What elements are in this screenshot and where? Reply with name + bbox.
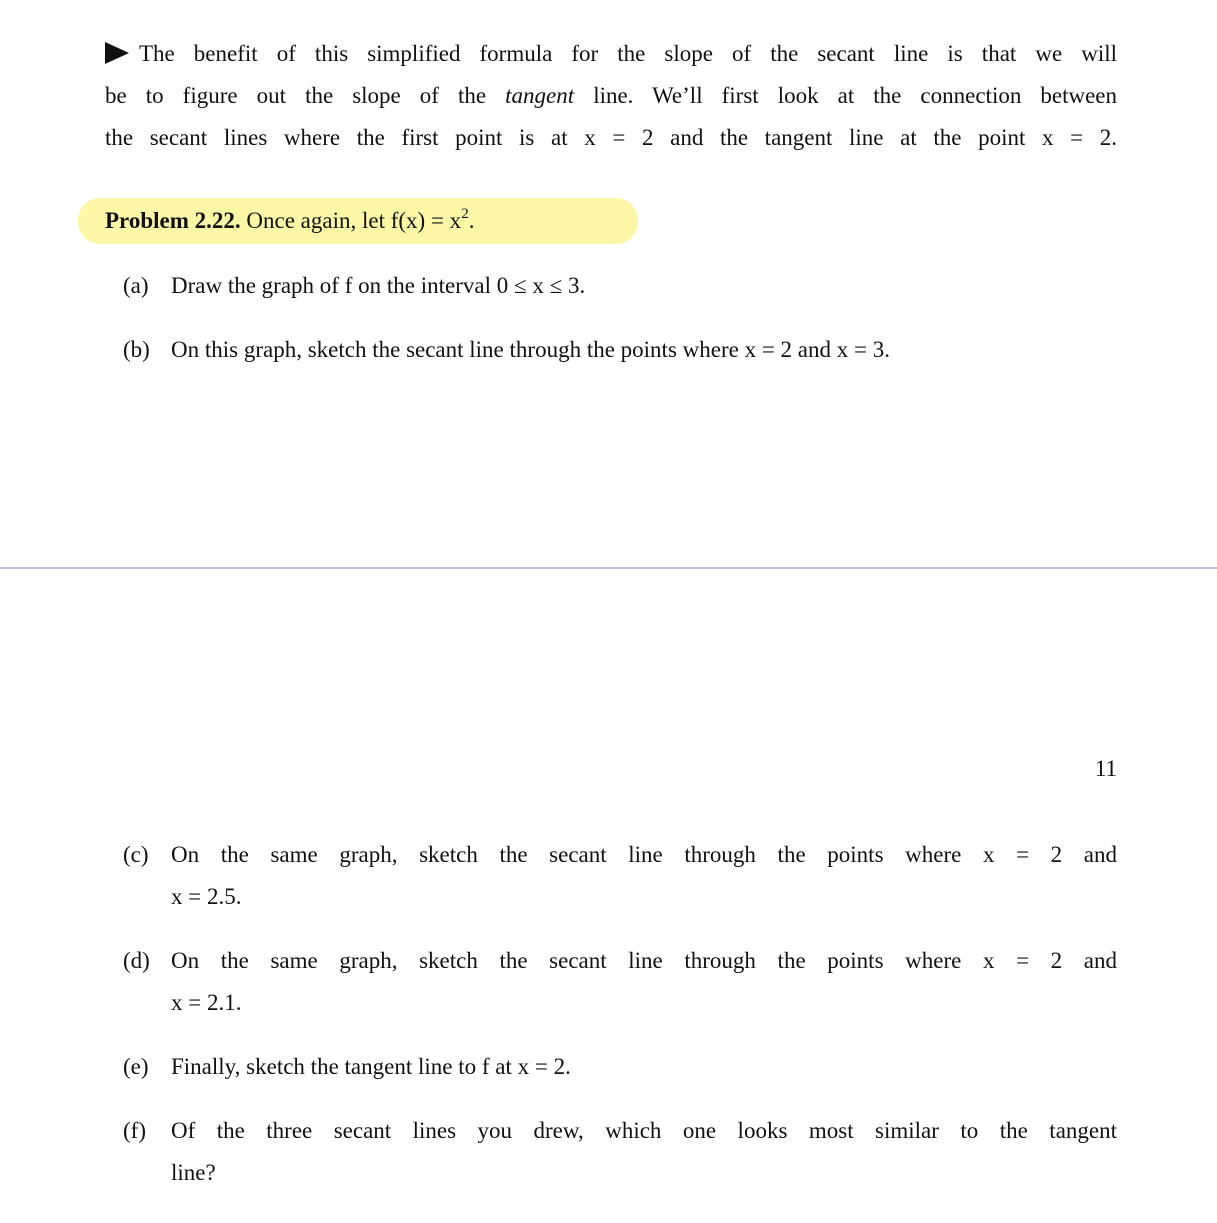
item-text-line-2: x = 2.1.: [171, 990, 242, 1015]
item-label: (a): [123, 273, 149, 298]
triangle-bullet-icon: [105, 42, 129, 64]
item-text-line-2: line?: [171, 1160, 216, 1185]
item-text: Finally, sketch the tangent line to f at x = 2.: [171, 1054, 571, 1079]
intro-line-2: be to figure out the slope of the tangent line. We’ll first look at the connection between: [105, 83, 1117, 108]
emphasis-tangent: tangent: [505, 83, 575, 108]
item-text: Draw the graph of f on the interval 0 ≤ x ≤ 3.: [171, 273, 586, 298]
item-label: (d): [123, 948, 150, 973]
problem-exponent: 2: [461, 206, 469, 222]
page-separator: [0, 567, 1217, 569]
item-c: [105, 834, 1117, 918]
item-text-line-1: On the same graph, sketch the secant line through the points where x = 2 and: [171, 842, 1117, 867]
item-label: (f): [123, 1118, 146, 1143]
item-text-line-1: Of the three secant lines you drew, which one looks most similar to the tangent: [171, 1118, 1117, 1143]
item-text-line-1: On the same graph, sketch the secant line through the points where x = 2 and: [171, 948, 1117, 973]
intro-line-1: The benefit of this simplified formula for the slope of the secant line is that we will: [105, 33, 1117, 75]
item-label: (e): [123, 1054, 149, 1079]
intro-line-3: the secant lines where the first point is at x = 2 and the tangent line at the point x = 2.: [105, 125, 1117, 150]
item-d: [105, 940, 1117, 1024]
item-text: On this graph, sketch the secant line through the points where x = 2 and x = 3.: [171, 337, 890, 362]
intro-paragraph: [105, 33, 1117, 159]
item-label: (c): [123, 842, 149, 867]
item-text-line-2: x = 2.5.: [171, 884, 242, 909]
problem-label: Problem 2.22.: [105, 208, 241, 233]
problem-heading: Problem 2.22. Once again, let $f(x) = x^2$.: [105, 206, 475, 233]
page-top: [0, 0, 1217, 569]
item-label: (b): [123, 337, 150, 362]
item-f: [105, 1110, 1117, 1194]
page-number: 11: [1094, 756, 1117, 781]
problem-text: Once again, let f(x) = x: [246, 208, 462, 233]
